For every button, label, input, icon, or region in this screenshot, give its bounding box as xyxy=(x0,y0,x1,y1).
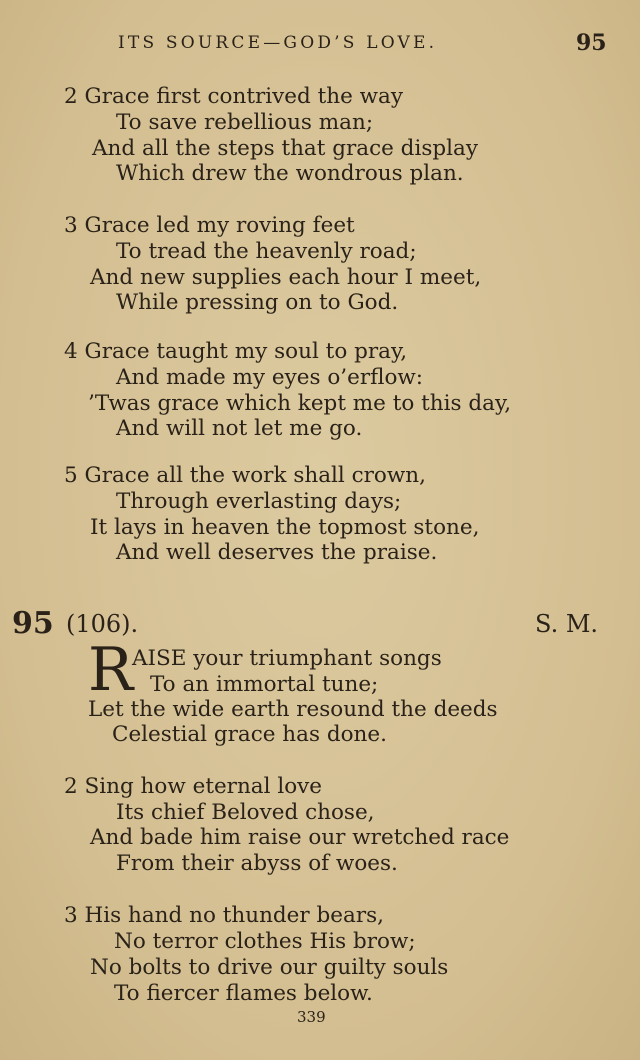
stanza-line: 4 Grace taught my soul to pray, xyxy=(64,339,408,364)
hymn-reference: (106). xyxy=(66,610,139,638)
drop-cap: R xyxy=(88,635,134,705)
folio-number: 339 xyxy=(297,1008,326,1026)
stanza-line: Which drew the wondrous plan. xyxy=(116,161,464,186)
stanza-line: Through everlasting days; xyxy=(116,489,402,514)
stanza-line: Let the wide earth resound the deeds xyxy=(88,697,498,722)
stanza-line: 5 Grace all the work shall crown, xyxy=(64,463,426,488)
stanza-line: And made my eyes o’erflow: xyxy=(116,365,424,390)
stanza-line: No terror clothes His brow; xyxy=(114,929,416,954)
stanza-line: To save rebellious man; xyxy=(116,110,374,135)
stanza-line: ’Twas grace which kept me to this day, xyxy=(88,391,512,416)
hymn-number: 95 xyxy=(12,606,54,641)
stanza-line: 2 Grace first contrived the way xyxy=(64,84,404,109)
stanza-line: 3 His hand no thunder bears, xyxy=(64,903,384,928)
stanza-line: Celestial grace has done. xyxy=(112,722,387,747)
stanza-line: To fiercer flames below. xyxy=(114,981,373,1006)
stanza-line: And well deserves the praise. xyxy=(116,540,438,565)
stanza-line: It lays in heaven the topmost stone, xyxy=(90,515,480,540)
stanza-line: To an immortal tune; xyxy=(150,672,379,697)
stanza-line: AISE your triumphant songs xyxy=(132,646,442,671)
stanza-line: While pressing on to God. xyxy=(116,290,399,315)
stanza-line: And new supplies each hour I meet, xyxy=(90,265,482,290)
page-number: 95 xyxy=(576,30,607,56)
stanza-line: From their abyss of woes. xyxy=(116,851,398,876)
stanza-line: 2 Sing how eternal love xyxy=(64,774,323,799)
stanza-line: No bolts to drive our guilty souls xyxy=(90,955,449,980)
running-header: ITS SOURCE—GOD’S LOVE. xyxy=(118,33,438,53)
stanza-line: To tread the heavenly road; xyxy=(116,239,417,264)
stanza-line: And all the steps that grace display xyxy=(92,136,478,161)
hymn-meter: S. M. xyxy=(535,610,599,638)
stanza-line: And will not let me go. xyxy=(116,416,363,441)
stanza-line: 3 Grace led my roving feet xyxy=(64,213,355,238)
stanza-line: Its chief Beloved chose, xyxy=(116,800,375,825)
stanza-line: And bade him raise our wretched race xyxy=(90,825,510,850)
